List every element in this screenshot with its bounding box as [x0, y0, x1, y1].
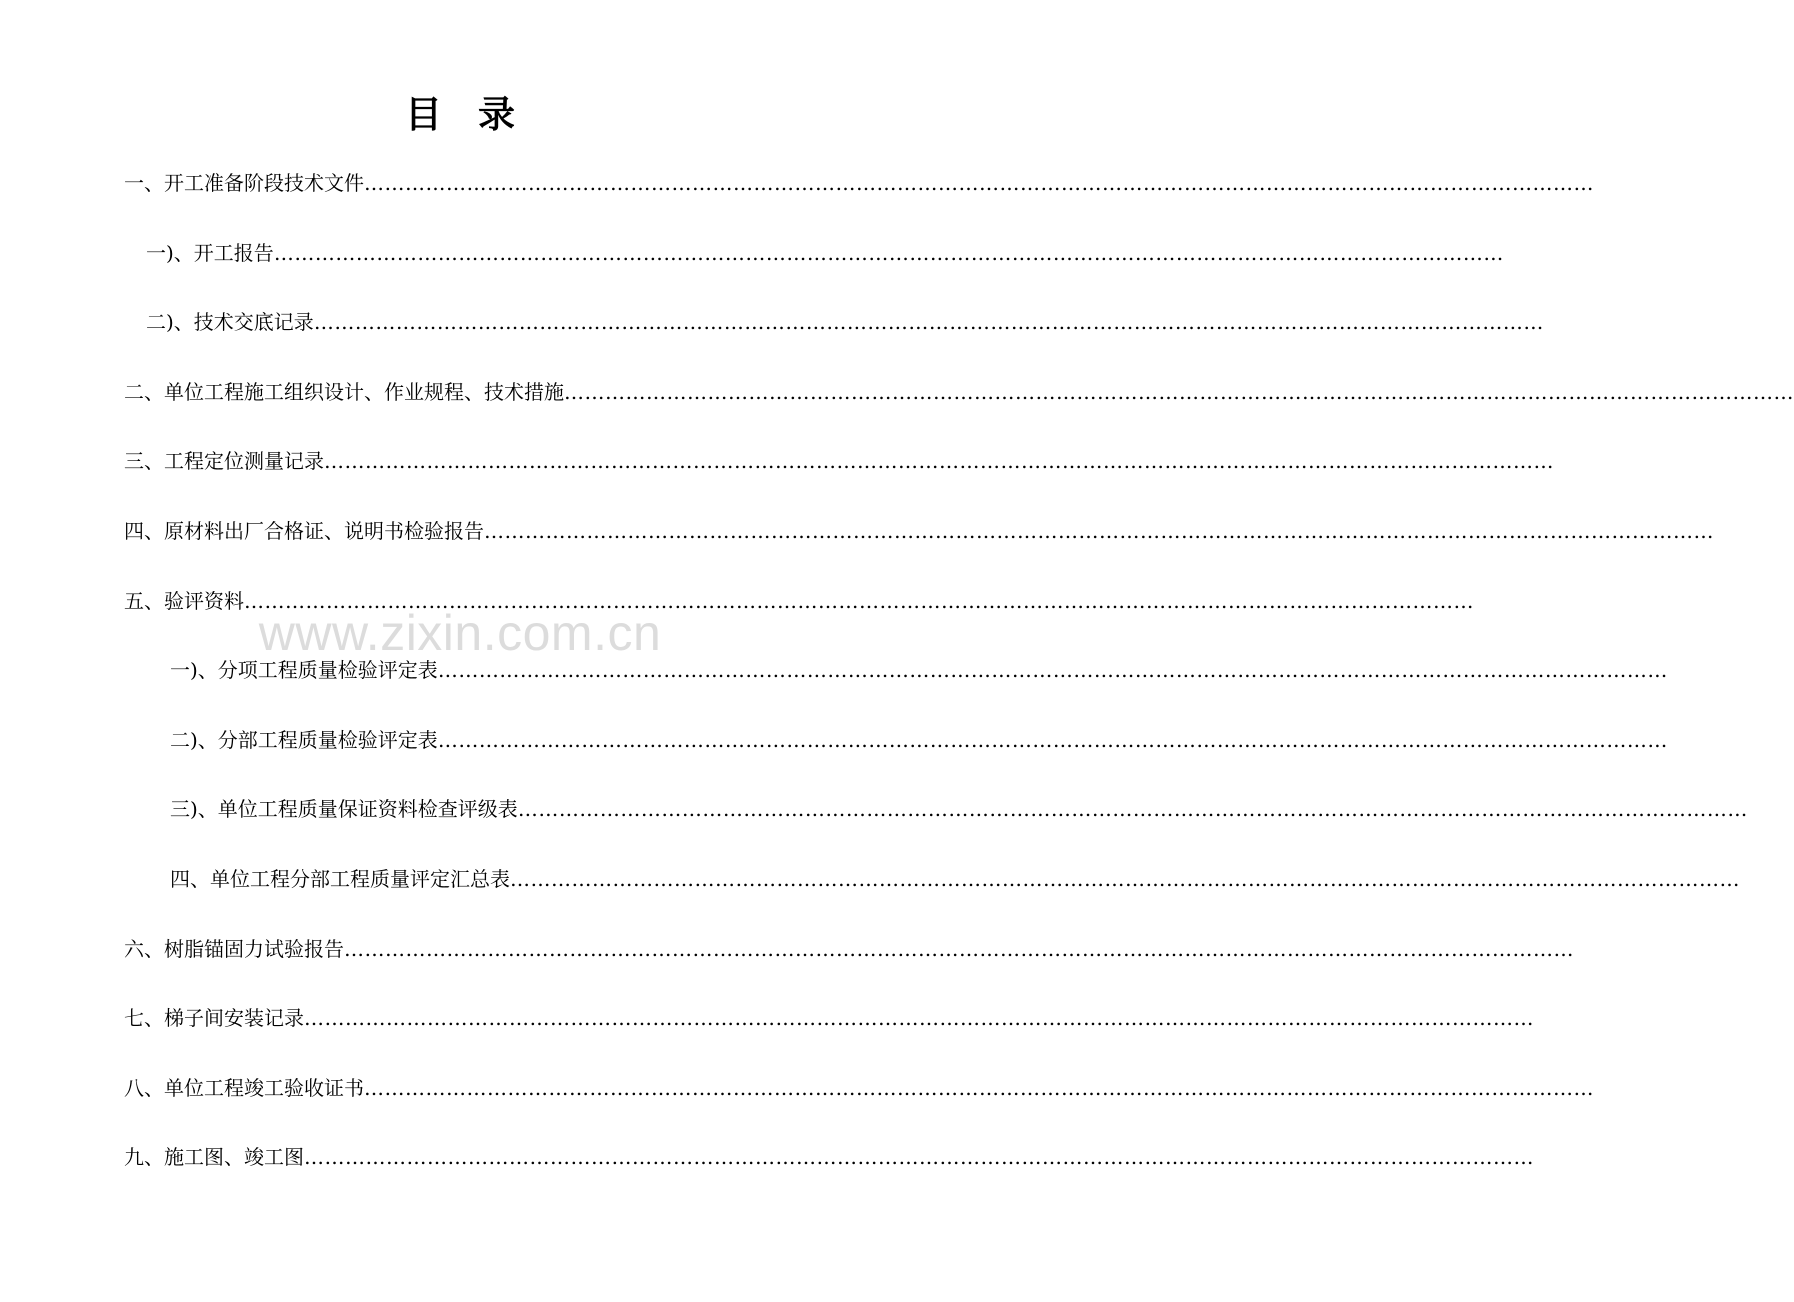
- toc-entry: [170, 861, 1740, 897]
- toc-entry-label: 六、树脂锚固力试验报告: [124, 937, 344, 961]
- toc-entry-label: 四、原材料出厂合格证、说明书检验报告: [124, 519, 484, 543]
- toc-entry: [146, 235, 1504, 271]
- toc-entry: [124, 1070, 1594, 1106]
- toc-leader-dots: ………………………………………………………………………………………………………………………………………………………………: [244, 589, 1474, 613]
- toc-entry-label: 八、单位工程竣工验收证书: [124, 1076, 364, 1100]
- toc-entry-label: 二、单位工程施工组织设计、作业规程、技术措施: [124, 380, 564, 404]
- toc-entry: [124, 1139, 1534, 1175]
- toc-leader-dots: ………………………………………………………………………………………………………………………………………………………………: [484, 519, 1714, 543]
- toc-leader-dots: ………………………………………………………………………………………………………………………………………………………………: [304, 1006, 1534, 1030]
- toc-entry: [170, 791, 1748, 827]
- page-title-char-1: 目: [405, 92, 442, 136]
- toc-entry-label: 一、开工准备阶段技术文件: [124, 171, 364, 195]
- toc-leader-dots: ………………………………………………………………………………………………………………………………………………………………: [313, 310, 1544, 334]
- toc-leader-dots: ………………………………………………………………………………………………………………………………………………………………: [304, 1145, 1534, 1169]
- toc-leader-dots: ………………………………………………………………………………………………………………………………………………………………: [510, 867, 1740, 891]
- toc-entry: [124, 1000, 1534, 1036]
- toc-leader-dots: ………………………………………………………………………………………………………………………………………………………………: [344, 937, 1574, 961]
- page-title: [0, 88, 920, 140]
- toc-entry: [146, 304, 1544, 340]
- toc-entry-label: 三)、单位工程质量保证资料检查评级表: [170, 797, 518, 821]
- toc-entry: [124, 931, 1574, 967]
- toc-leader-dots: ………………………………………………………………………………………………………………………………………………………………: [364, 1076, 1594, 1100]
- toc-leader-dots: ………………………………………………………………………………………………………………………………………………………………: [437, 728, 1668, 752]
- toc-entry-label: 一)、开工报告: [146, 241, 274, 265]
- toc-entry-label: 九、施工图、竣工图: [124, 1145, 304, 1169]
- toc-leader-dots: ………………………………………………………………………………………………………………………………………………………………: [273, 241, 1504, 265]
- toc-entry: [124, 583, 1474, 619]
- toc-entry: [124, 513, 1714, 549]
- toc-leader-dots: ………………………………………………………………………………………………………………………………………………………………: [517, 797, 1748, 821]
- toc-leader-dots: ………………………………………………………………………………………………………………………………………………………………: [364, 171, 1594, 195]
- toc-leader-dots: ………………………………………………………………………………………………………………………………………………………………: [564, 380, 1794, 404]
- watermark-text: www.zixin.com.cn: [258, 605, 662, 661]
- toc-leader-dots: ………………………………………………………………………………………………………………………………………………………………: [324, 449, 1554, 473]
- toc-entry: [124, 165, 1594, 201]
- toc-entry-label: 三、工程定位测量记录: [124, 449, 324, 473]
- toc-leader-dots: ………………………………………………………………………………………………………………………………………………………………: [437, 658, 1668, 682]
- toc-entry: [170, 652, 1668, 688]
- toc-entry: [170, 722, 1668, 758]
- page-title-char-2: 录: [478, 92, 515, 136]
- toc-entry-label: 一)、分项工程质量检验评定表: [170, 658, 438, 682]
- toc-entry: [124, 374, 1794, 410]
- toc-entry-label: 二)、分部工程质量检验评定表: [170, 728, 438, 752]
- toc-entry: [124, 443, 1554, 479]
- toc-entry-label: 四、单位工程分部工程质量评定汇总表: [170, 867, 510, 891]
- toc-entry-label: 二)、技术交底记录: [146, 310, 314, 334]
- toc-entry-label: 七、梯子间安装记录: [124, 1006, 304, 1030]
- toc-entry-label: 五、验评资料: [124, 589, 244, 613]
